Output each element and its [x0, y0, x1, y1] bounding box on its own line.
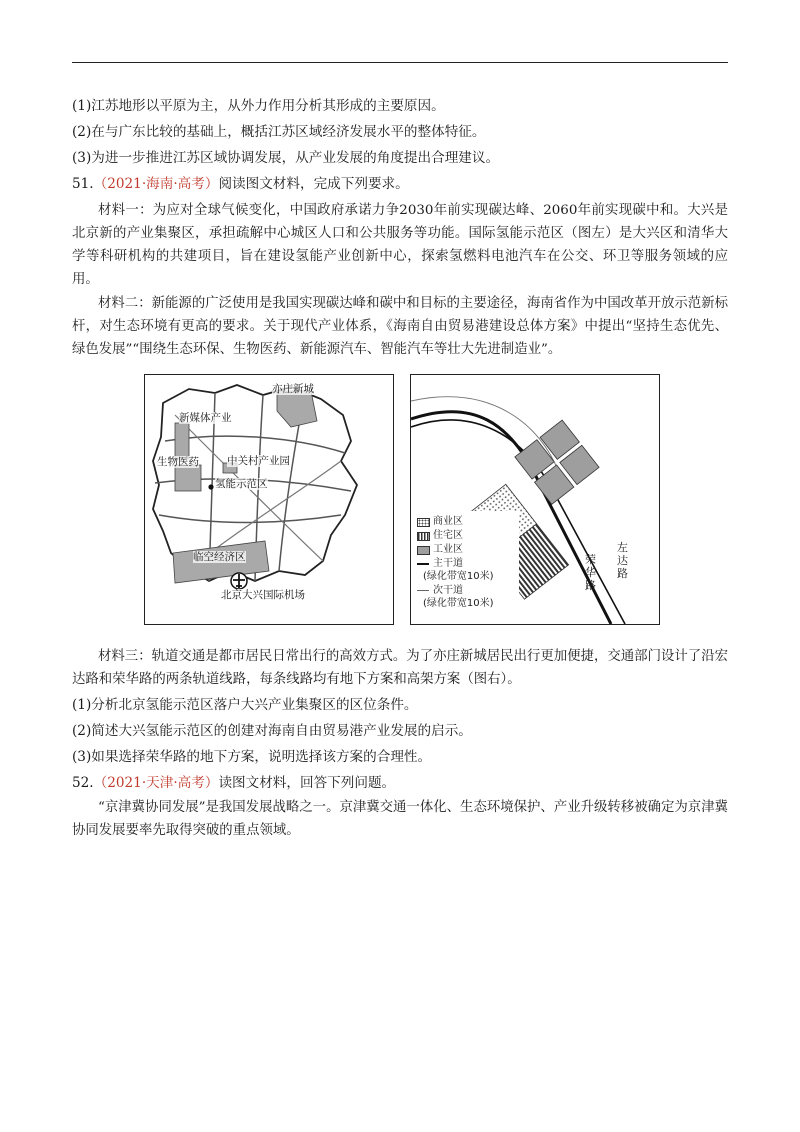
- sub-question-2: (2)简述大兴氢能示范区的创建对海南自由贸易港产业发展的启示。: [72, 723, 472, 739]
- label-road-ronghua: 荣华路: [585, 553, 596, 592]
- question-prev-2: (2)在与广东比较的基础上，概括江苏区域经济发展水平的整体特征。: [72, 124, 486, 140]
- label-xinmeiti: 新媒体产业: [179, 412, 232, 424]
- question-source: （2021·海南·高考）: [93, 176, 219, 192]
- legend-swatch-industrial: [417, 546, 430, 555]
- question-prev-1: (1)江苏地形以平原为主，从外力作用分析其形成的主要原因。: [72, 98, 445, 114]
- map-left-daxing: [144, 374, 394, 625]
- question-instruction: 读图文材料，回答下列问题。: [218, 775, 396, 791]
- label-airport: 北京大兴国际机场: [221, 589, 305, 601]
- question-source: （2021·天津·高考）: [93, 775, 219, 791]
- question-number: 52.: [72, 775, 94, 791]
- material-3: 材料三：轨道交通是都市居民日常出行的高效方式。为了亦庄新城居民出行更加便捷，交通部门设计了沿宏达路和荣华路的两条轨道线路，每条线路均有地下方案和高架方案（图右）。: [72, 649, 728, 687]
- label-yizhuang: 亦庄新城: [272, 383, 314, 395]
- legend-swatch-commercial: [417, 518, 430, 527]
- legend-industrial: 工业区: [433, 544, 463, 555]
- material-52: “京津冀协同发展”是我国发展战略之一。京津冀交通一体化、生态环境保护、产业升级转移被确定为京津冀协同发展要率先取得突破的重点领域。: [72, 800, 728, 838]
- legend-residential: 住宅区: [433, 530, 463, 541]
- legend-main-road-note: (绿化带宽10米): [423, 571, 494, 582]
- sub-question-1: (1)分析北京氢能示范区落户大兴产业集聚区的区位条件。: [72, 697, 418, 713]
- label-road-zuoda: 左达路: [617, 541, 628, 580]
- question-prev-3: (3)为进一步推进江苏区域协调发展，从产业发展的角度提出合理建议。: [72, 150, 500, 166]
- question-number: 51.: [72, 176, 94, 192]
- label-linkong: 临空经济区: [193, 551, 246, 563]
- question-51-header: [72, 175, 409, 193]
- label-hydrogen-zone: 氢能示范区: [215, 478, 268, 490]
- legend-commercial: 商业区: [433, 516, 463, 527]
- label-zhongguancun: 中关村产业园: [227, 455, 290, 467]
- label-shengwu: 生物医药: [157, 456, 199, 468]
- legend-sub-road: 次干道: [433, 585, 463, 596]
- legend-swatch-residential: [417, 532, 430, 541]
- legend-main-road: 主干道: [433, 558, 463, 569]
- material-2: 材料二：新能源的广泛使用是我国实现碳达峰和碳中和目标的主要途径，海南省作为中国改革开放示范新标杆，对生态环境有更高的要求。关于现代产业体系，《海南自由贸易港建设总体方案》中提出“坚持生态优先、绿色发展”“围绕生态环保、生物医药、新能源汽车、智能汽车等壮大先进制造业”。: [72, 296, 728, 357]
- sub-question-3: (3)如果选择荣华路的地下方案，说明选择该方案的合理性。: [72, 749, 432, 765]
- header-rule: [72, 62, 728, 63]
- industrial-zone-xinmeiti: [175, 423, 189, 459]
- industrial-zone-shengwu: [175, 465, 201, 491]
- map-right-rail-plan: [410, 374, 660, 625]
- material-1: 材料一：为应对全球气候变化，中国政府承诺力争2030年前实现碳达峰、2060年前实现碳中和。大兴是北京新的产业集聚区，承担疏解中心城区人口和公共服务等功能。国际氢能示范区（图左）是大兴区和清华大学等科研机构的共建项目，旨在建设氢能产业创新中心，探索氢燃料电池汽车在公交、环卫等服务领域的应用。: [72, 203, 728, 287]
- legend-sub-road-note: (绿化带宽10米): [423, 598, 494, 609]
- hydrogen-zone-dot: [208, 484, 213, 489]
- legend-swatch-sub-road: [417, 590, 429, 591]
- legend-swatch-main-road: [417, 563, 429, 565]
- question-instruction: 阅读图文材料，完成下列要求。: [218, 176, 409, 192]
- question-52-header: [72, 774, 395, 792]
